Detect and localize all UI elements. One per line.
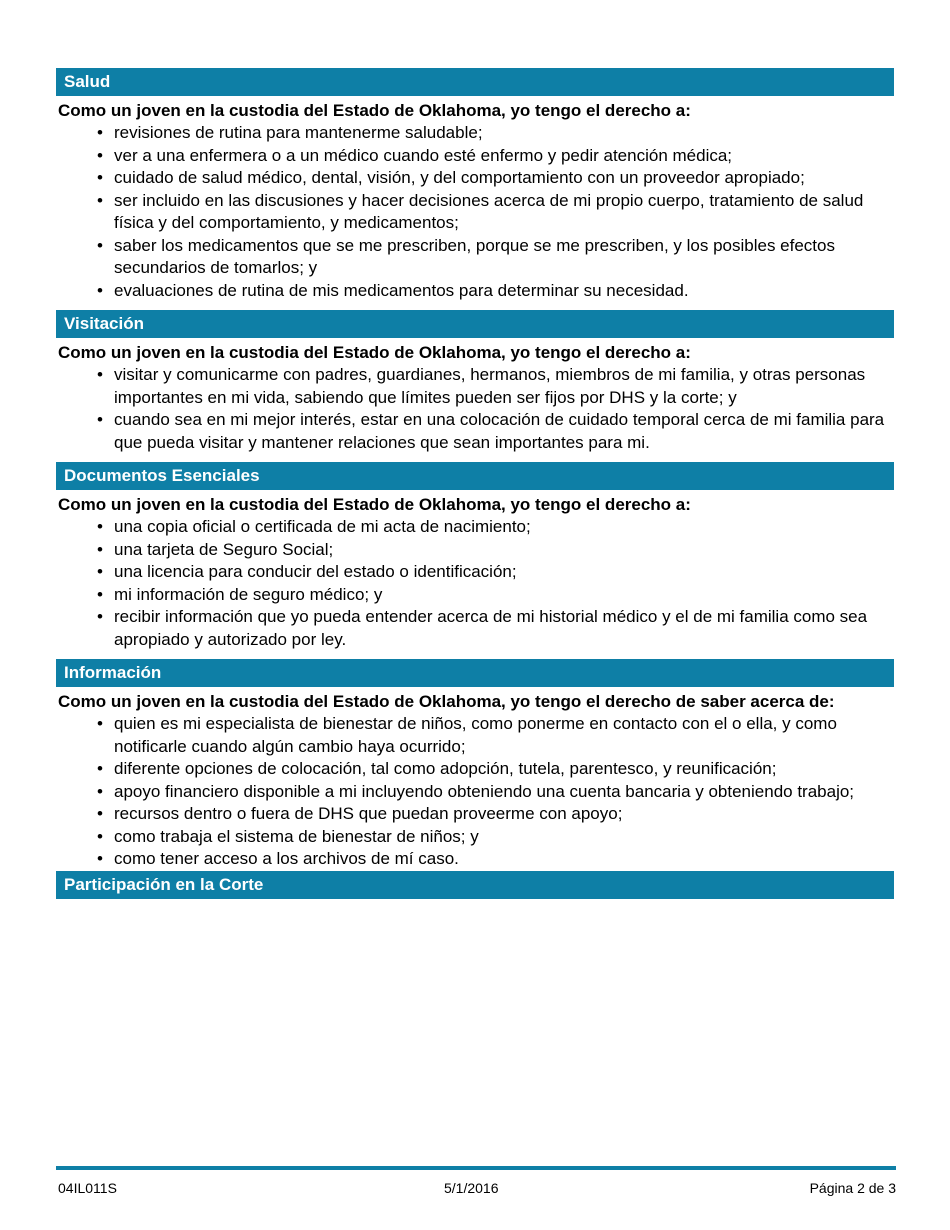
rights-list <box>56 516 894 651</box>
list-item: • apoyo financiero disponible a mi incluyendo obteniendo una cuenta bancaria y obteniendo trabajo; <box>114 781 894 804</box>
form-number: 04IL011S <box>58 1180 117 1196</box>
section-salud <box>56 68 894 302</box>
document-page <box>56 68 894 899</box>
list-item: • cuidado de salud médico, dental, visión, y del comportamiento con un proveedor apropiado; <box>114 167 894 190</box>
footer-divider <box>56 1166 896 1170</box>
page-number: Página 2 de 3 <box>809 1180 896 1196</box>
rights-list <box>56 364 894 454</box>
list-item: • una tarjeta de Seguro Social; <box>114 539 894 562</box>
list-item: • saber los medicamentos que se me prescriben, porque se me prescriben, y los posibles efectos secundarios de tomarlos; y <box>114 235 894 280</box>
section-header: Visitación <box>56 310 894 338</box>
rights-list <box>56 713 894 871</box>
list-item: • recursos dentro o fuera de DHS que puedan proveerme con apoyo; <box>114 803 894 826</box>
section-intro: Como un joven en la custodia del Estado de Oklahoma, yo tengo el derecho de saber acerca de: <box>58 692 835 711</box>
list-item: • una copia oficial o certificada de mi acta de nacimiento; <box>114 516 894 539</box>
list-item: • ser incluido en las discusiones y hacer decisiones acerca de mi propio cuerpo, tratamiento de salud física y del comportamiento, y medicamentos; <box>114 190 894 235</box>
list-item: • diferente opciones de colocación, tal como adopción, tutela, parentesco, y reunificación; <box>114 758 894 781</box>
section-intro: Como un joven en la custodia del Estado de Oklahoma, yo tengo el derecho a: <box>58 101 691 120</box>
section-header: Documentos Esenciales <box>56 462 894 490</box>
section-header: Información <box>56 659 894 687</box>
list-item: • mi información de seguro médico; y <box>114 584 894 607</box>
section-header-participacion-corte: Participación en la Corte <box>56 871 894 899</box>
section-informacion <box>56 659 894 871</box>
list-item: • como trabaja el sistema de bienestar de niños; y <box>114 826 894 849</box>
list-item: • recibir información que yo pueda entender acerca de mi historial médico y el de mi familia como sea apropiado y autorizado por ley. <box>114 606 894 651</box>
section-intro: Como un joven en la custodia del Estado de Oklahoma, yo tengo el derecho a: <box>58 343 691 362</box>
list-item: • ver a una enfermera o a un médico cuando esté enfermo y pedir atención médica; <box>114 145 894 168</box>
section-visitacion <box>56 310 894 454</box>
list-item: • revisiones de rutina para mantenerme saludable; <box>114 122 894 145</box>
list-item: • una licencia para conducir del estado o identificación; <box>114 561 894 584</box>
section-intro: Como un joven en la custodia del Estado de Oklahoma, yo tengo el derecho a: <box>58 495 691 514</box>
list-item: • cuando sea en mi mejor interés, estar en una colocación de cuidado temporal cerca de mi familia para que pueda visitar y mantener relaciones que sean importantes para mi. <box>114 409 894 454</box>
list-item: • quien es mi especialista de bienestar de niños, como ponerme en contacto con el o ella, y como notificarle cuando algún cambio haya ocurrido; <box>114 713 894 758</box>
rights-list <box>56 122 894 302</box>
list-item: • como tener acceso a los archivos de mí caso. <box>114 848 894 871</box>
revision-date: 5/1/2016 <box>444 1180 499 1196</box>
section-header: Salud <box>56 68 894 96</box>
section-documentos-esenciales <box>56 462 894 651</box>
list-item: • evaluaciones de rutina de mis medicamentos para determinar su necesidad. <box>114 280 894 303</box>
list-item: • visitar y comunicarme con padres, guardianes, hermanos, miembros de mi familia, y otras personas importantes en mi vida, sabiendo que límites pueden ser fijos por DHS y la corte; y <box>114 364 894 409</box>
